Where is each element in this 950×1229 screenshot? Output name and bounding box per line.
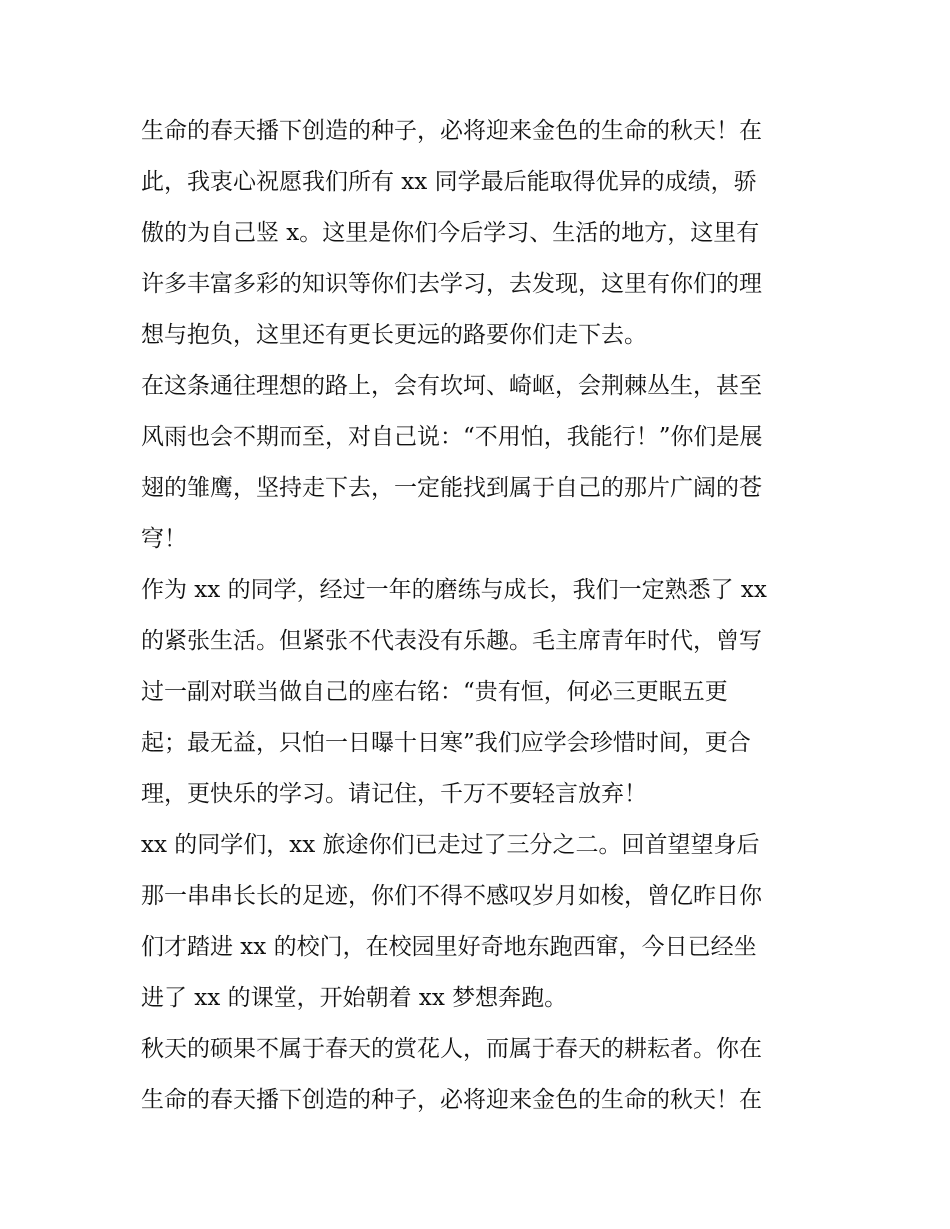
text-line: 生命的春天播下创造的种子，必将迎来金色的生命的秋天！在 xyxy=(141,1087,762,1113)
document-body xyxy=(141,106,821,1126)
text-line: 那一串串长长的足迹，你们不得不感叹岁月如梭，曾亿昨日你 xyxy=(141,883,762,909)
text-line: 过一副对联当做自己的座右铭：“贵有恒，何必三更眠五更 xyxy=(141,679,728,705)
text-line: 理，更快乐的学习。请记住，千万不要轻言放弃！ xyxy=(141,781,647,807)
paragraph-3 xyxy=(141,565,821,820)
text-line: 此，我衷心祝愿我们所有 xx 同学最后能取得优异的成绩，骄 xyxy=(141,169,757,195)
paragraph-4 xyxy=(141,820,821,1024)
text-line: 翅的雏鹰，坚持走下去，一定能找到属于自己的那片广阔的苍 xyxy=(141,475,762,501)
paragraph-2 xyxy=(141,361,821,565)
text-line: 风雨也会不期而至，对自己说：“不用怕，我能行！”你们是展 xyxy=(141,424,763,450)
paragraph-5 xyxy=(141,1024,821,1126)
text-line: 们才踏进 xx 的校门，在校园里好奇地东跑西窜，今日已经坐 xyxy=(141,934,757,960)
text-line: 穹！ xyxy=(141,526,187,552)
text-line: 许多丰富多彩的知识等你们去学习，去发现，这里有你们的理 xyxy=(141,271,762,297)
text-line: 傲的为自己竖 x。这里是你们今后学习、生活的地方，这里有 xyxy=(141,220,760,246)
text-line: 进了 xx 的课堂，开始朝着 xx 梦想奔跑。 xyxy=(141,985,568,1011)
paragraph-1 xyxy=(141,106,821,361)
text-line: 的紧张生活。但紧张不代表没有乐趣。毛主席青年时代，曾写 xyxy=(141,628,762,654)
text-line: 起；最无益，只怕一日曝十日寒”我们应学会珍惜时间，更合 xyxy=(141,730,751,756)
text-line: xx 的同学们，xx 旅途你们已走过了三分之二。回首望望身后 xyxy=(141,832,760,858)
text-line: 在这条通往理想的路上，会有坎坷、崎岖，会荆棘丛生，甚至 xyxy=(141,373,762,399)
text-line: 作为 xx 的同学，经过一年的磨练与成长，我们一定熟悉了 xx xyxy=(141,577,767,603)
text-line: 生命的春天播下创造的种子，必将迎来金色的生命的秋天！在 xyxy=(141,118,762,144)
text-line: 秋天的硕果不属于春天的赏花人，而属于春天的耕耘者。你在 xyxy=(141,1036,762,1062)
text-line: 想与抱负，这里还有更长更远的路要你们走下去。 xyxy=(141,322,647,348)
